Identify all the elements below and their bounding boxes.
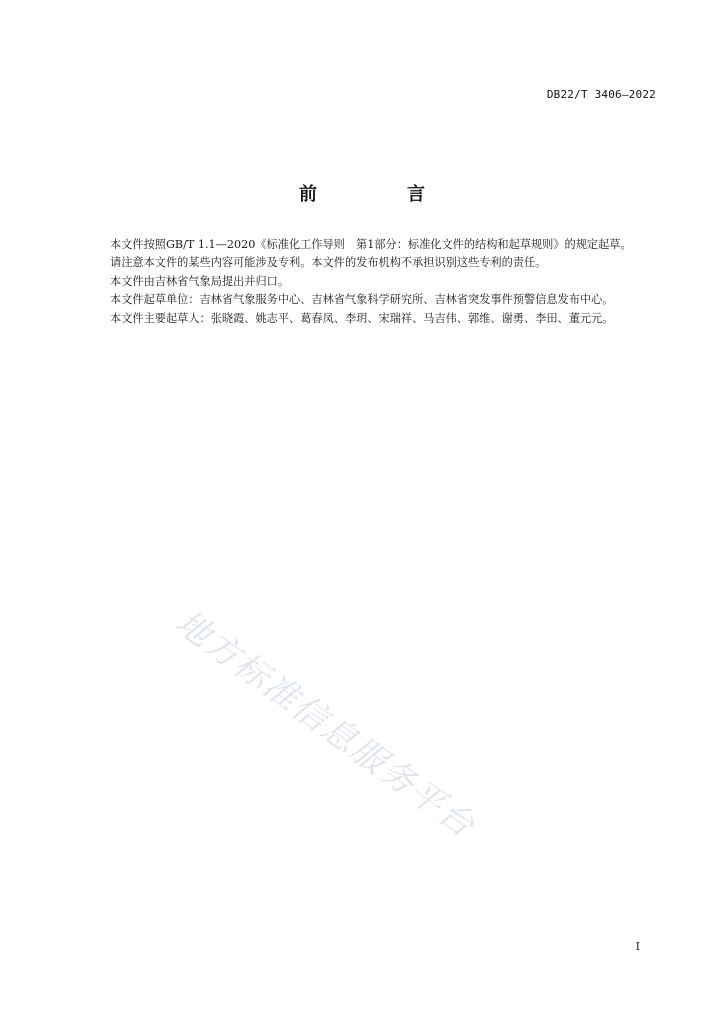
paragraph-drafting-units: 本文件起草单位：吉林省气象服务中心、吉林省气象科学研究所、吉林省突发事件预警信息发布中心。 [110,293,614,307]
paragraph-drafters: 本文件主要起草人：张晓霞、姚志平、葛春凤、李玥、宋瑞祥、马吉伟、郭维、谢勇、李田、董元元。 [110,311,614,325]
paragraph-drafting-rules: 本文件按照GB/T 1.1—2020《标准化工作导则 第1部分：标准化文件的结构和起草规则》的规定起草。 [110,238,632,251]
watermark: 地方标准信息服务平台 [167,602,483,847]
page-number: I [635,940,640,953]
page-title: 前 言 [299,184,461,205]
preface-body [88,236,656,328]
paragraph-proposer: 本文件由吉林省气象局提出并归口。 [110,274,290,288]
document-code: DB22/T 3406—2022 [546,88,656,101]
paragraph-patent-notice: 请注意本文件的某些内容可能涉及专利。本文件的发布机构不承担识别这些专利的责任。 [110,256,547,270]
